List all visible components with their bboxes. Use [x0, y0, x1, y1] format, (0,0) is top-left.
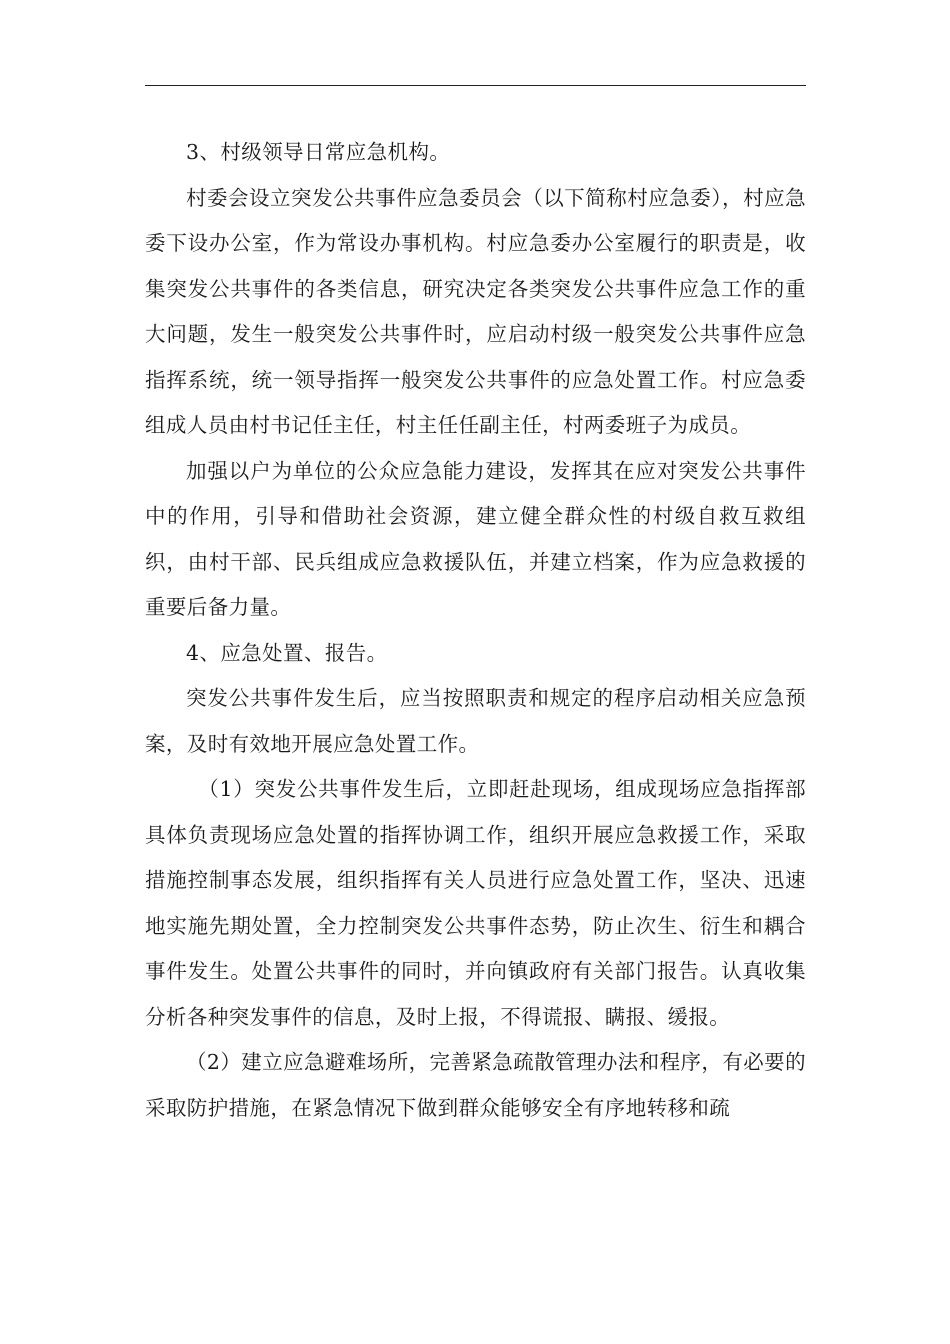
paragraph-response: 突发公共事件发生后，应当按照职责和规定的程序启动相关应急预案，及时有效地开展应急处置工作。 [145, 686, 806, 756]
document-body [145, 130, 806, 1131]
header-rule [145, 85, 806, 86]
paragraph-item-2: （2）建立应急避难场所，完善紧急疏散管理办法和程序，有必要的采取防护措施，在紧急情况下做到群众能够安全有序地转移和疏 [145, 1050, 806, 1120]
paragraph-item-1: （1）突发公共事件发生后，立即赶赴现场，组成现场应急指挥部具体负责现场应急处置的指挥协调工作，组织开展应急救援工作，采取措施控制事态发展，组织指挥有关人员进行应急处置工作，坚决、迅速地实施先期处置，全力控制突发公共事件态势，防止次生、衍生和耦合事件发生。处置公共事件的同时，并向镇政府有关部门报告。认真收集分析各种突发事件的信息，及时上报，不得谎报、瞒报、缓报。 [145, 777, 806, 1029]
section-heading-3: 3、村级领导日常应急机构。 [186, 140, 451, 164]
section-heading-4: 4、应急处置、报告。 [186, 640, 388, 665]
paragraph-capacity: 加强以户为单位的公众应急能力建设，发挥其在应对突发公共事件中的作用，引导和借助社会资源，建立健全群众性的村级自救互救组织，由村干部、民兵组成应急救援队伍，并建立档案，作为应急救援的重要后备力量。 [145, 458, 806, 619]
paragraph-committee: 村委会设立突发公共事件应急委员会（以下简称村应急委），村应急委下设办公室，作为常设办事机构。村应急委办公室履行的职责是，收集突发公共事件的各类信息，研究决定各类突发公共事件应急工作的重大问题，发生一般突发公共事件时，应启动村级一般突发公共事件应急指挥系统，统一领导指挥一般突发公共事件的应急处置工作。村应急委组成人员由村书记任主任，村主任任副主任，村两委班子为成员。 [145, 185, 806, 437]
